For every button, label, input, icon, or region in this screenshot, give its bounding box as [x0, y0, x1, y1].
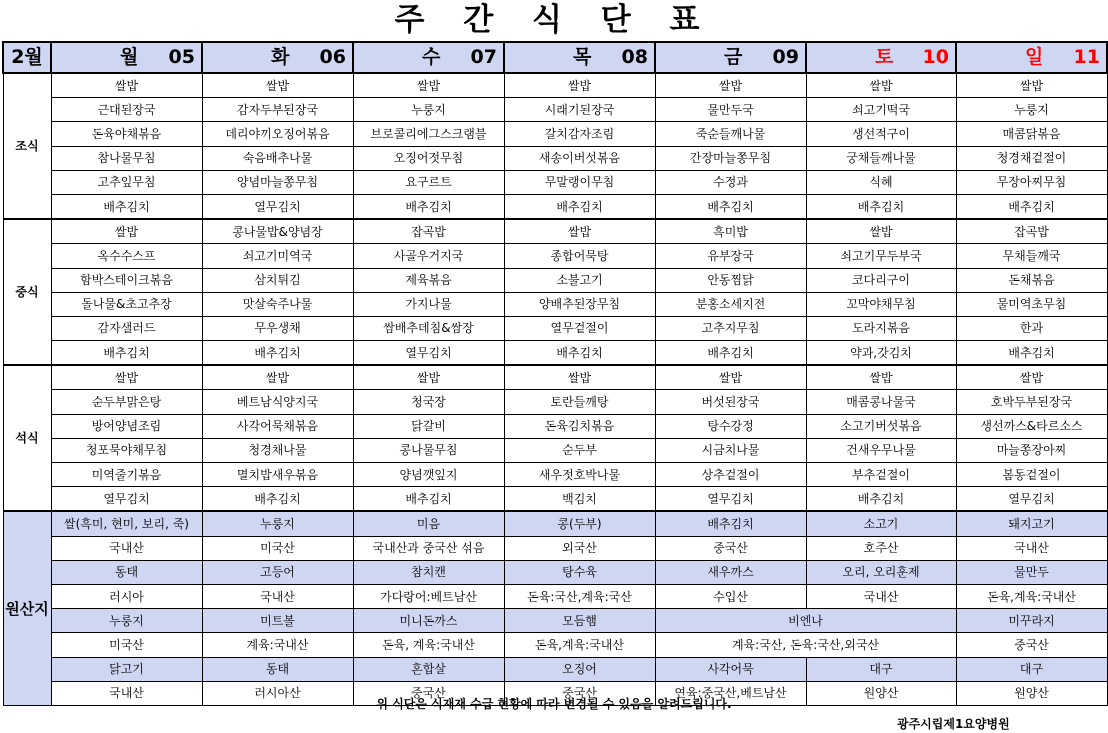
menu-cell: 배추김치: [504, 194, 655, 219]
menu-cell: 호박두부된장국: [956, 390, 1107, 414]
menu-cell: 쌀밥: [51, 73, 202, 98]
origin-cell: 새우까스: [655, 560, 806, 584]
menu-cell: 배추김치: [655, 341, 806, 366]
menu-cell: 브로콜리에그스크램블: [353, 122, 504, 146]
menu-cell: 돈채볶음: [956, 268, 1107, 292]
origin-cell: 동태: [202, 657, 353, 681]
menu-row: [3, 365, 1107, 390]
menu-cell: 열무김치: [51, 487, 202, 512]
day-date: 06: [319, 46, 346, 68]
menu-cell: 열무김치: [353, 341, 504, 366]
menu-cell: 백김치: [504, 487, 655, 512]
menu-cell: 쌀밥: [51, 365, 202, 390]
origin-cell: 러시아산: [202, 681, 353, 705]
menu-cell: 물만두국: [655, 98, 806, 122]
menu-cell: 무채들깨국: [956, 244, 1107, 268]
menu-cell: 양념마늘쫑무침: [202, 170, 353, 194]
menu-cell: 매콤콩나물국: [806, 390, 956, 414]
meal-label: 중식: [3, 219, 51, 365]
menu-cell: 소고기버섯볶음: [806, 414, 956, 438]
origin-row: [3, 536, 1107, 560]
menu-row: [3, 316, 1107, 340]
menu-cell: 생선적구이: [806, 122, 956, 146]
menu-cell: 청국장: [353, 390, 504, 414]
menu-cell: 쌀밥: [956, 365, 1107, 390]
menu-cell: 청경채겉절이: [956, 146, 1107, 170]
day-date: 08: [621, 46, 648, 68]
notice-text: 위 식단은 식재재 수급 현황에 따라 변경될 수 있음을 알려드립니다.: [376, 697, 732, 711]
origin-cell: 돈육, 계육:국내산: [353, 633, 504, 657]
day-name: 금: [724, 46, 743, 68]
menu-cell: 오징어젓무침: [353, 146, 504, 170]
origin-row: [3, 633, 1107, 657]
origin-cell: 혼합살: [353, 657, 504, 681]
origin-cell: 원양산: [956, 681, 1107, 705]
page-title: 주 간 식 단 표: [394, 2, 714, 38]
origin-cell: 고등어: [202, 560, 353, 584]
origin-cell: 계육:국산, 돈육:국산,외국산: [655, 633, 956, 657]
menu-row: [3, 414, 1107, 438]
menu-cell: 궁채들깨나물: [806, 146, 956, 170]
menu-cell: 물미역초무침: [956, 292, 1107, 316]
origin-cell: 국내산과 중국산 섞음: [353, 536, 504, 560]
origin-cell: 오징어: [504, 657, 655, 681]
menu-cell: 꼬막야채무침: [806, 292, 956, 316]
origin-cell: 대구: [956, 657, 1107, 681]
origin-cell: 돈육:국산,계육:국산: [504, 584, 655, 608]
origin-cell: 국내산: [51, 536, 202, 560]
day-header-5: [806, 42, 956, 73]
menu-cell: 간장마늘쫑무침: [655, 146, 806, 170]
menu-cell: 양념깻잎지: [353, 463, 504, 487]
menu-cell: 코다리구이: [806, 268, 956, 292]
day-date: 11: [1073, 46, 1100, 68]
menu-cell: 열무김치: [956, 487, 1107, 512]
menu-cell: 쌀밥: [202, 365, 353, 390]
origin-cell: 연육:중국산,베트남산: [655, 681, 806, 705]
menu-cell: 생선까스&타르소스: [956, 414, 1107, 438]
menu-cell: 토란들깨탕: [504, 390, 655, 414]
origin-cell: 모듬햄: [504, 609, 655, 633]
menu-cell: 유부장국: [655, 244, 806, 268]
menu-cell: 갈치감자조림: [504, 122, 655, 146]
menu-cell: 함박스테이크볶음: [51, 268, 202, 292]
menu-cell: 배추김치: [655, 194, 806, 219]
origin-cell: 사각어묵: [655, 657, 806, 681]
menu-cell: 가지나물: [353, 292, 504, 316]
origin-cell: 국내산: [51, 681, 202, 705]
origin-row: [3, 657, 1107, 681]
menu-cell: 맛살숙주나물: [202, 292, 353, 316]
origin-cell: 탕수육: [504, 560, 655, 584]
menu-cell: 식혜: [806, 170, 956, 194]
origin-cell: 원양산: [806, 681, 956, 705]
menu-cell: 상추겉절이: [655, 463, 806, 487]
day-header-4: [655, 42, 806, 73]
day-date: 05: [168, 46, 195, 68]
origin-cell: 돈육,계육:국내산: [504, 633, 655, 657]
menu-cell: 쇠고기무두부국: [806, 244, 956, 268]
menu-cell: 쇠고기떡국: [806, 98, 956, 122]
menu-row: [3, 341, 1107, 366]
meal-label: 석식: [3, 365, 51, 511]
menu-cell: 안동찜닭: [655, 268, 806, 292]
day-header-0: [51, 42, 202, 73]
menu-cell: 열무김치: [202, 194, 353, 219]
origin-cell: 누룽지: [51, 609, 202, 633]
origin-row: [3, 560, 1107, 584]
menu-cell: 무우생채: [202, 316, 353, 340]
menu-cell: 쌈배추데침&쌈장: [353, 316, 504, 340]
menu-cell: 새송이버섯볶음: [504, 146, 655, 170]
menu-cell: 열무김치: [655, 487, 806, 512]
origin-row: [3, 584, 1107, 608]
menu-cell: 쇠고기미역국: [202, 244, 353, 268]
origin-cell: 미음: [353, 511, 504, 536]
menu-row: [3, 98, 1107, 122]
menu-cell: 숙음배추나물: [202, 146, 353, 170]
origin-cell: 돼지고기: [956, 511, 1107, 536]
origin-cell: 계육:국내산: [202, 633, 353, 657]
menu-cell: 배추김치: [504, 341, 655, 366]
menu-cell: 쌀밥: [353, 365, 504, 390]
hospital-name: 광주시립제1요양병원: [897, 717, 1010, 731]
menu-cell: 매콤닭볶음: [956, 122, 1107, 146]
menu-row: [3, 292, 1107, 316]
day-name: 일: [1025, 46, 1044, 68]
day-header-3: [504, 42, 655, 73]
day-header-2: [353, 42, 504, 73]
menu-cell: 미역줄기볶음: [51, 463, 202, 487]
menu-cell: 약과,갓김치: [806, 341, 956, 366]
menu-cell: 봄동겉절이: [956, 463, 1107, 487]
menu-cell: 시래기된장국: [504, 98, 655, 122]
menu-cell: 사각어묵채볶음: [202, 414, 353, 438]
menu-cell: 배추김치: [202, 487, 353, 512]
menu-cell: 한과: [956, 316, 1107, 340]
origin-cell: 가다랑어:베트남산: [353, 584, 504, 608]
menu-cell: 콩나물밥&양념장: [202, 219, 353, 244]
menu-cell: 종합어묵탕: [504, 244, 655, 268]
menu-cell: 쌀밥: [956, 73, 1107, 98]
menu-cell: 흑미밥: [655, 219, 806, 244]
menu-cell: 시금치나물: [655, 438, 806, 462]
menu-cell: 잡곡밥: [956, 219, 1107, 244]
day-name: 화: [271, 46, 290, 68]
menu-cell: 청포묵야채무침: [51, 438, 202, 462]
origin-cell: 미국산: [202, 536, 353, 560]
origin-cell: 참치캔: [353, 560, 504, 584]
origin-cell: 러시아: [51, 584, 202, 608]
menu-row: [3, 146, 1107, 170]
menu-cell: 돈육야채볶음: [51, 122, 202, 146]
origin-cell: 미니돈까스: [353, 609, 504, 633]
menu-cell: 쌀밥: [655, 365, 806, 390]
menu-cell: 열무겉절이: [504, 316, 655, 340]
menu-cell: 배추김치: [353, 194, 504, 219]
menu-cell: 부추겉절이: [806, 463, 956, 487]
menu-cell: 순두부: [504, 438, 655, 462]
month-cell: 2월: [3, 42, 51, 73]
menu-cell: 돌나물&초고추장: [51, 292, 202, 316]
menu-cell: 쌀밥: [806, 219, 956, 244]
origin-cell: 누룽지: [202, 511, 353, 536]
menu-cell: 순두부맑은탕: [51, 390, 202, 414]
menu-cell: 누룽지: [353, 98, 504, 122]
menu-cell: 무장아찌무침: [956, 170, 1107, 194]
menu-row: [3, 487, 1107, 512]
menu-cell: 버섯된장국: [655, 390, 806, 414]
origin-cell: 국내산: [806, 584, 956, 608]
menu-row: [3, 73, 1107, 98]
menu-cell: 고추지무침: [655, 316, 806, 340]
origin-cell: 미트볼: [202, 609, 353, 633]
menu-cell: 방어양념조림: [51, 414, 202, 438]
meal-label: 조식: [3, 73, 51, 219]
day-name: 수: [422, 46, 441, 68]
menu-cell: 배추김치: [806, 487, 956, 512]
menu-cell: 쌀밥: [353, 73, 504, 98]
menu-cell: 쌀밥: [806, 73, 956, 98]
menu-cell: 누룽지: [956, 98, 1107, 122]
menu-row: [3, 244, 1107, 268]
menu-cell: 닭갈비: [353, 414, 504, 438]
menu-cell: 건새우무나물: [806, 438, 956, 462]
origin-cell: 오리, 오리훈제: [806, 560, 956, 584]
menu-cell: 쌀밥: [655, 73, 806, 98]
origin-cell: 호주산: [806, 536, 956, 560]
menu-cell: 배추김치: [353, 487, 504, 512]
menu-cell: 수정과: [655, 170, 806, 194]
day-header-1: [202, 42, 353, 73]
menu-cell: 사골우거지국: [353, 244, 504, 268]
menu-cell: 쌀밥: [202, 73, 353, 98]
origin-row: [3, 511, 1107, 536]
origin-cell: 중국산: [504, 681, 655, 705]
origin-cell: 소고기: [806, 511, 956, 536]
day-date: 10: [922, 46, 949, 68]
menu-cell: 청경채나물: [202, 438, 353, 462]
menu-cell: 배추김치: [806, 194, 956, 219]
menu-cell: 무말랭이무침: [504, 170, 655, 194]
menu-cell: 쌀밥: [806, 365, 956, 390]
menu-row: [3, 194, 1107, 219]
menu-cell: 죽순들깨나물: [655, 122, 806, 146]
origin-cell: 동태: [51, 560, 202, 584]
day-name: 목: [573, 46, 592, 68]
menu-cell: 제육볶음: [353, 268, 504, 292]
menu-cell: 배추김치: [956, 194, 1107, 219]
origin-cell: 콩(두부): [504, 511, 655, 536]
menu-cell: 고추잎무침: [51, 170, 202, 194]
menu-row: [3, 219, 1107, 244]
menu-cell: 양배추된장무침: [504, 292, 655, 316]
origin-cell: 중국산: [353, 681, 504, 705]
menu-row: [3, 438, 1107, 462]
menu-cell: 베트남식양지국: [202, 390, 353, 414]
menu-cell: 콩나물무침: [353, 438, 504, 462]
menu-cell: 쌀밥: [504, 73, 655, 98]
menu-cell: 잡곡밥: [353, 219, 504, 244]
origin-cell: 국내산: [956, 536, 1107, 560]
menu-cell: 마늘쫑장아찌: [956, 438, 1107, 462]
menu-cell: 소불고기: [504, 268, 655, 292]
menu-cell: 근대된장국: [51, 98, 202, 122]
menu-cell: 쌀밥: [504, 365, 655, 390]
menu-cell: 배추김치: [51, 341, 202, 366]
origin-cell: 중국산: [655, 536, 806, 560]
menu-cell: 옥수수스프: [51, 244, 202, 268]
day-name: 월: [120, 46, 139, 68]
menu-cell: 참나물무침: [51, 146, 202, 170]
origin-cell: 대구: [806, 657, 956, 681]
origin-cell: 돈육,계육:국내산: [956, 584, 1107, 608]
menu-row: [3, 268, 1107, 292]
menu-cell: 쌀밥: [504, 219, 655, 244]
menu-cell: 감자샐러드: [51, 316, 202, 340]
origin-cell: 닭고기: [51, 657, 202, 681]
menu-row: [3, 122, 1107, 146]
menu-cell: 돈육김치볶음: [504, 414, 655, 438]
origin-cell: 미국산: [51, 633, 202, 657]
origin-cell: 배추김치: [655, 511, 806, 536]
menu-cell: 삼치튀김: [202, 268, 353, 292]
day-name: 토: [875, 46, 894, 68]
menu-row: [3, 463, 1107, 487]
origin-cell: 수입산: [655, 584, 806, 608]
origin-cell: 미꾸라지: [956, 609, 1107, 633]
menu-table: [2, 41, 1108, 706]
menu-cell: 배추김치: [956, 341, 1107, 366]
origin-cell: 물만두: [956, 560, 1107, 584]
menu-cell: 감자두부된장국: [202, 98, 353, 122]
menu-cell: 데리야끼오징어볶음: [202, 122, 353, 146]
origin-cell: 쌀(흑미, 현미, 보리, 죽): [51, 511, 202, 536]
origin-row: [3, 609, 1107, 633]
origin-cell: 외국산: [504, 536, 655, 560]
day-header-6: [956, 42, 1107, 73]
menu-cell: 배추김치: [202, 341, 353, 366]
menu-cell: 요구르트: [353, 170, 504, 194]
origin-cell: 비엔나: [655, 609, 956, 633]
menu-row: [3, 170, 1107, 194]
menu-row: [3, 390, 1107, 414]
origin-cell: 중국산: [956, 633, 1107, 657]
menu-cell: 멸치밥새우볶음: [202, 463, 353, 487]
day-date: 09: [772, 46, 799, 68]
menu-cell: 탕수강정: [655, 414, 806, 438]
header-row: [3, 42, 1107, 73]
origin-label: 원산지: [3, 511, 51, 705]
day-date: 07: [470, 46, 497, 68]
menu-cell: 새우젓호박나물: [504, 463, 655, 487]
menu-cell: 분홍소세지전: [655, 292, 806, 316]
menu-cell: 도라지볶음: [806, 316, 956, 340]
origin-cell: 국내산: [202, 584, 353, 608]
menu-cell: 쌀밥: [51, 219, 202, 244]
menu-cell: 배추김치: [51, 194, 202, 219]
